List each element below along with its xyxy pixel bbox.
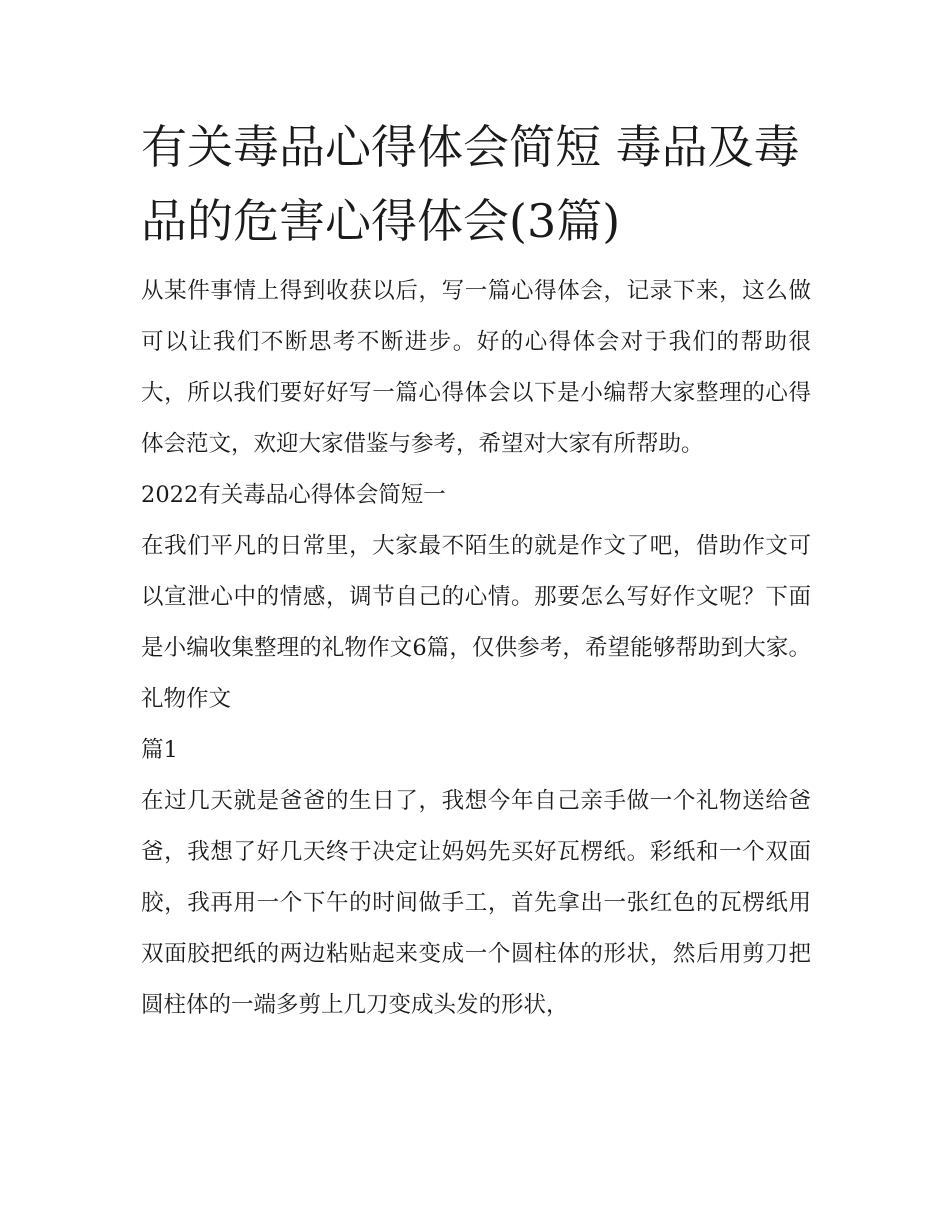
intro-paragraph: 从某件事情上得到收获以后，写一篇心得体会，记录下来，这么做可以让我们不断思考不断进步。好的心得体会对于我们的帮助很大，所以我们要好好写一篇心得体会以下是小编帮大家整理的心得体会范文，欢迎大家借鉴与参考，希望对大家有所帮助。 — [141, 278, 811, 457]
document-title: 有关毒品心得体会简短 毒品及毒品的危害心得体会(3篇) — [141, 120, 800, 248]
body-paragraph: 在过几天就是爸爸的生日了，我想今年自己亲手做一个礼物送给爸爸，我想了好几天终于决定让妈妈先买好瓦楞纸。彩纸和一个双面胶，我再用一个下午的时间做手工，首先拿出一张红色的瓦楞纸用双面胶把纸的两边粘贴起来变成一个圆柱体的形状，然后用剪刀把圆柱体的一端多剪上几刀变成头发的形状， — [141, 788, 811, 1018]
section-heading: 2022有关毒品心得体会简短一 — [141, 482, 446, 508]
section-paragraph: 在我们平凡的日常里，大家最不陌生的就是作文了吧，借助作文可以宣泄心中的情感，调节自己的心情。那要怎么写好作文呢？下面是小编收集整理的礼物作文6篇，仅供参考，希望能够帮助到大家。礼物作文 — [141, 533, 811, 712]
sub-heading: 篇1 — [141, 737, 178, 763]
document-content — [141, 110, 811, 1031]
